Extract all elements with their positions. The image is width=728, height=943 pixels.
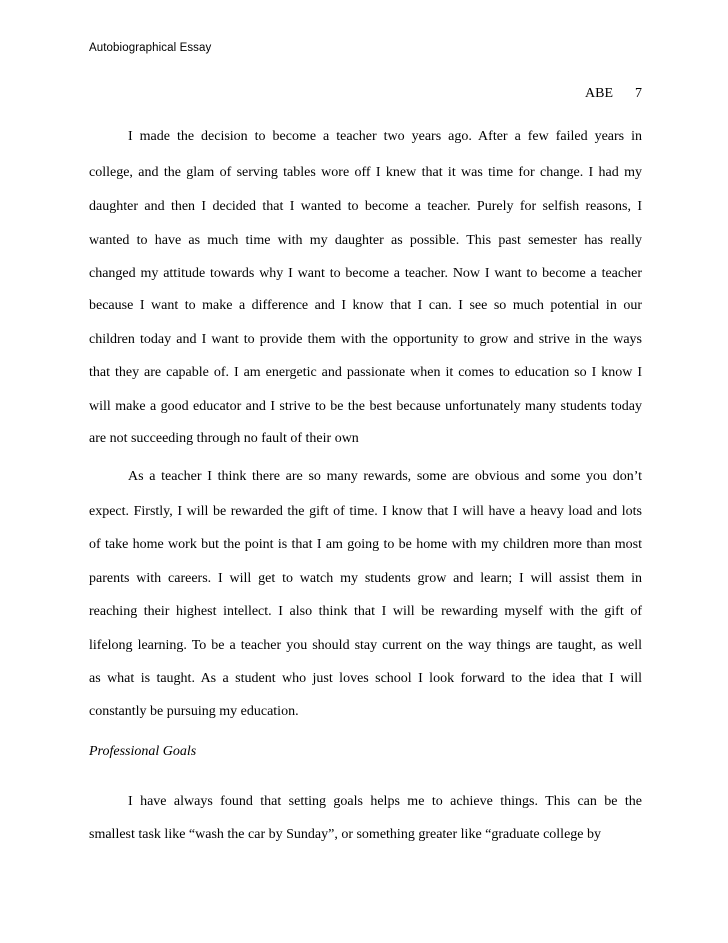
paragraph-line: of take home work but the point is that I am going to be home with my children more than most	[89, 537, 642, 552]
paragraph-line: I made the decision to become a teacher two years ago. After a few failed years in	[128, 129, 642, 144]
section-heading: Professional Goals	[89, 744, 197, 759]
paragraph-line: college, and the glam of serving tables wore off I knew that it was time for change. I had my	[89, 165, 642, 180]
paragraph-line: will make a good educator and I strive to be the best because unfortunately many students today	[89, 399, 642, 414]
paragraph-line: children today and I want to provide them with the opportunity to grow and strive in the ways	[89, 332, 642, 347]
running-head: Autobiographical Essay	[89, 42, 212, 54]
paragraph-line: expect. Firstly, I will be rewarded the gift of time. I know that I will have a heavy load and lots	[89, 504, 642, 519]
paragraph-line: reaching their highest intellect. I also think that I will be rewarding myself with the gift of	[89, 604, 642, 619]
paragraph-line: daughter and then I decided that I wanted to become a teacher. Purely for selfish reasons, I	[89, 199, 642, 214]
paragraph-line: wanted to have as much time with my daughter as possible. This past semester has really	[89, 233, 642, 248]
paragraph-line: are not succeeding through no fault of their own	[89, 431, 359, 446]
paragraph-line: I have always found that setting goals helps me to achieve things. This can be the	[128, 794, 642, 809]
paragraph-line: that they are capable of. I am energetic and passionate when it comes to education so I know I	[89, 365, 642, 380]
page-header	[585, 86, 642, 102]
paragraph-line: because I want to make a difference and I know that I can. I see so much potential in our	[89, 298, 642, 313]
paragraph-line: constantly be pursuing my education.	[89, 704, 299, 719]
paragraph-line: changed my attitude towards why I want to become a teacher. Now I want to become a teacher	[89, 266, 642, 281]
paragraph-line: parents with careers. I will get to watch my students grow and learn; I will assist them in	[89, 571, 642, 586]
paragraph-line: lifelong learning. To be a teacher you should stay current on the way things are taught, as well	[89, 638, 642, 653]
paragraph-line: As a teacher I think there are so many rewards, some are obvious and some you don’t	[128, 469, 642, 484]
paragraph-line: smallest task like “wash the car by Sunday”, or something greater like “graduate college by	[89, 827, 601, 842]
paragraph-line: as what is taught. As a student who just loves school I look forward to the idea that I will	[89, 671, 642, 686]
page-number: 7	[635, 86, 642, 101]
header-author: ABE	[585, 86, 613, 101]
